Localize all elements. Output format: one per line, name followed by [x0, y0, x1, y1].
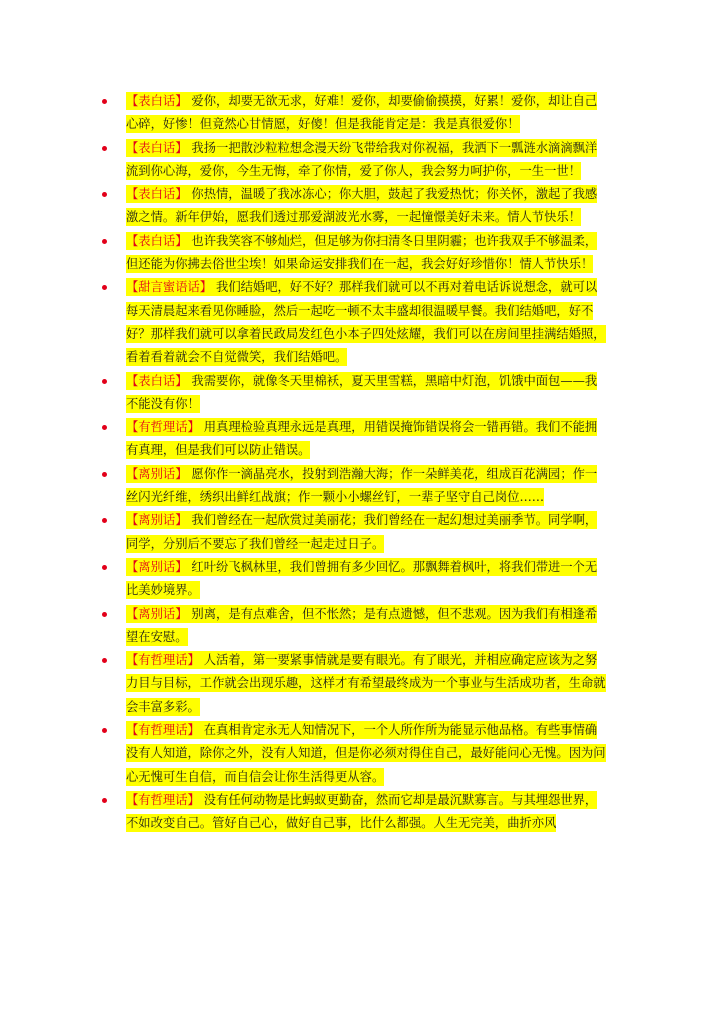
item-text [126, 465, 597, 506]
item-tag: 【离别话】 [126, 559, 188, 574]
item-tag: 【有哲理话】 [126, 420, 200, 435]
item-text [126, 558, 597, 599]
item-body: 人活着，第一要紧事情就是要有眼光。有了眼光，并相应确定应该为之努力目与目标，工作就会出现乐趣，这样才有希望最终成为一个事业与生活成功者，生命就会丰富多彩。 [126, 653, 606, 714]
bullet-icon [102, 798, 107, 803]
item-text [126, 721, 606, 786]
item-tag: 【离别话】 [126, 513, 188, 528]
item-body: 没有任何动物是比蚂蚁更勤奋，然而它却是最沉默寡言。与其埋怨世界，不如改变自己。管好自己心，做好自己事，比什么都强。人生无完美，曲折亦风 [126, 792, 598, 831]
bullet-icon [102, 518, 107, 523]
list-item [98, 276, 608, 369]
item-tag: 【甜言蜜语话】 [126, 280, 213, 295]
item-tag: 【离别话】 [126, 466, 188, 481]
item-body: 我们曾经在一起欣赏过美丽花；我们曾经在一起幻想过美丽季节。同学啊，同学，分别后不要忘了我们曾经一起走过日子。 [126, 513, 598, 551]
quote-list [98, 90, 608, 836]
item-tag: 【表白话】 [126, 140, 188, 155]
bullet-icon [102, 612, 107, 617]
list-item [98, 137, 608, 184]
item-tag: 【有哲理话】 [126, 653, 200, 668]
list-item [98, 370, 608, 417]
list-item [98, 230, 608, 277]
item-text [126, 278, 606, 366]
list-item [98, 463, 608, 510]
item-text [126, 605, 597, 646]
bullet-icon [102, 472, 107, 477]
item-body: 爱你，却要无欲无求，好难！爱你，却要偷偷摸摸，好累！爱你，却让自己心碎，好惨！但竟然心甘情愿，好傻！但是我能肯定是：我是真很爱你！ [126, 94, 598, 132]
bullet-icon [102, 379, 107, 384]
bullet-icon [102, 239, 107, 244]
item-body: 别离，是有点难舍，但不怅然；是有点遗憾，但不悲观。因为我们有相逢希望在安慰。 [126, 606, 598, 644]
item-text [126, 232, 597, 273]
item-body: 我们结婚吧，好不好？那样我们就可以不再对着电话诉说想念，就可以每天清晨起来看见你睡脸，然后一起吃一顿不太丰盛却很温暖早餐。我们结婚吧，好不好？那样我们就可以拿着民政局发红色小本子四处炫耀，我们可以在房间里挂满结婚照，看着看着就会不自觉微笑，我们结婚吧。 [126, 280, 606, 365]
list-item [98, 90, 608, 137]
item-tag: 【表白话】 [126, 94, 188, 108]
item-tag: 【有哲理话】 [126, 723, 200, 738]
item-body: 我需要你，就像冬天里棉袄，夏天里雪糕，黑暗中灯泡，饥饿中面包——我不能没有你！ [126, 373, 598, 411]
list-item [98, 649, 608, 719]
item-body: 也许我笑容不够灿烂，但足够为你扫清冬日里阴霾；也许我双手不够温柔，但还能为你拂去俗世尘埃！如果命运安排我们在一起，我会好好珍惜你！情人节快乐！ [126, 233, 598, 272]
bullet-icon [102, 192, 107, 197]
item-body: 红叶纷飞枫林里，我们曾拥有多少回忆。那飘舞着枫叶，将我们带进一个无比美妙境界。 [126, 559, 598, 598]
item-text [126, 791, 597, 832]
list-item [98, 509, 608, 556]
item-text [126, 139, 597, 180]
item-body: 愿你作一滴晶亮水，投射到浩瀚大海；作一朵鲜美花，组成百花满园；作一丝闪光纤维，绣织出鲜红战旗；作一颗小小螺丝钉，一辈子坚守自己岗位…… [126, 466, 598, 505]
item-tag: 【表白话】 [126, 187, 188, 202]
bullet-icon [102, 658, 107, 663]
item-body: 你热情，温暖了我冰冻心；你大胆，鼓起了我爱热忱；你关怀，激起了我感激之情。新年伊始，愿我们透过那爱湖波光水雾，一起憧憬美好未来。情人节快乐！ [126, 187, 598, 225]
list-item [98, 719, 608, 789]
list-item [98, 416, 608, 463]
item-body: 在真相肯定永无人知情况下，一个人所作所为能显示他品格。有些事情确没有人知道，除你之外，没有人知道，但是你必须对得住自己，最好能问心无愧。因为问心无愧可生自信，而自信会让你生活得更从容。 [126, 723, 606, 784]
item-text [126, 185, 597, 226]
bullet-icon [102, 285, 107, 290]
list-item [98, 183, 608, 230]
item-body: 用真理检验真理永远是真理，用错误掩饰错误将会一错再错。我们不能拥有真理，但是我们可以防止错误。 [126, 420, 598, 458]
list-item [98, 556, 608, 603]
bullet-icon [102, 728, 107, 733]
item-body: 我扬一把散沙粒粒想念漫天纷飞带给我对你祝福，我洒下一瓢涟水滴滴飘洋流到你心海，爱你，今生无悔，牵了你情，爱了你人，我会努力呵护你，一生一世！ [126, 140, 598, 178]
bullet-icon [102, 146, 107, 151]
item-tag: 【有哲理话】 [126, 792, 200, 807]
list-item [98, 603, 608, 650]
item-text [126, 511, 597, 552]
item-tag: 【表白话】 [126, 233, 188, 248]
item-text [126, 372, 597, 413]
bullet-icon [102, 565, 107, 570]
item-text [126, 418, 597, 459]
item-tag: 【表白话】 [126, 373, 188, 388]
item-text [126, 651, 606, 716]
item-text [126, 92, 597, 133]
bullet-icon [102, 99, 107, 104]
list-item [98, 789, 608, 836]
bullet-icon [102, 425, 107, 430]
item-tag: 【离别话】 [126, 606, 188, 621]
